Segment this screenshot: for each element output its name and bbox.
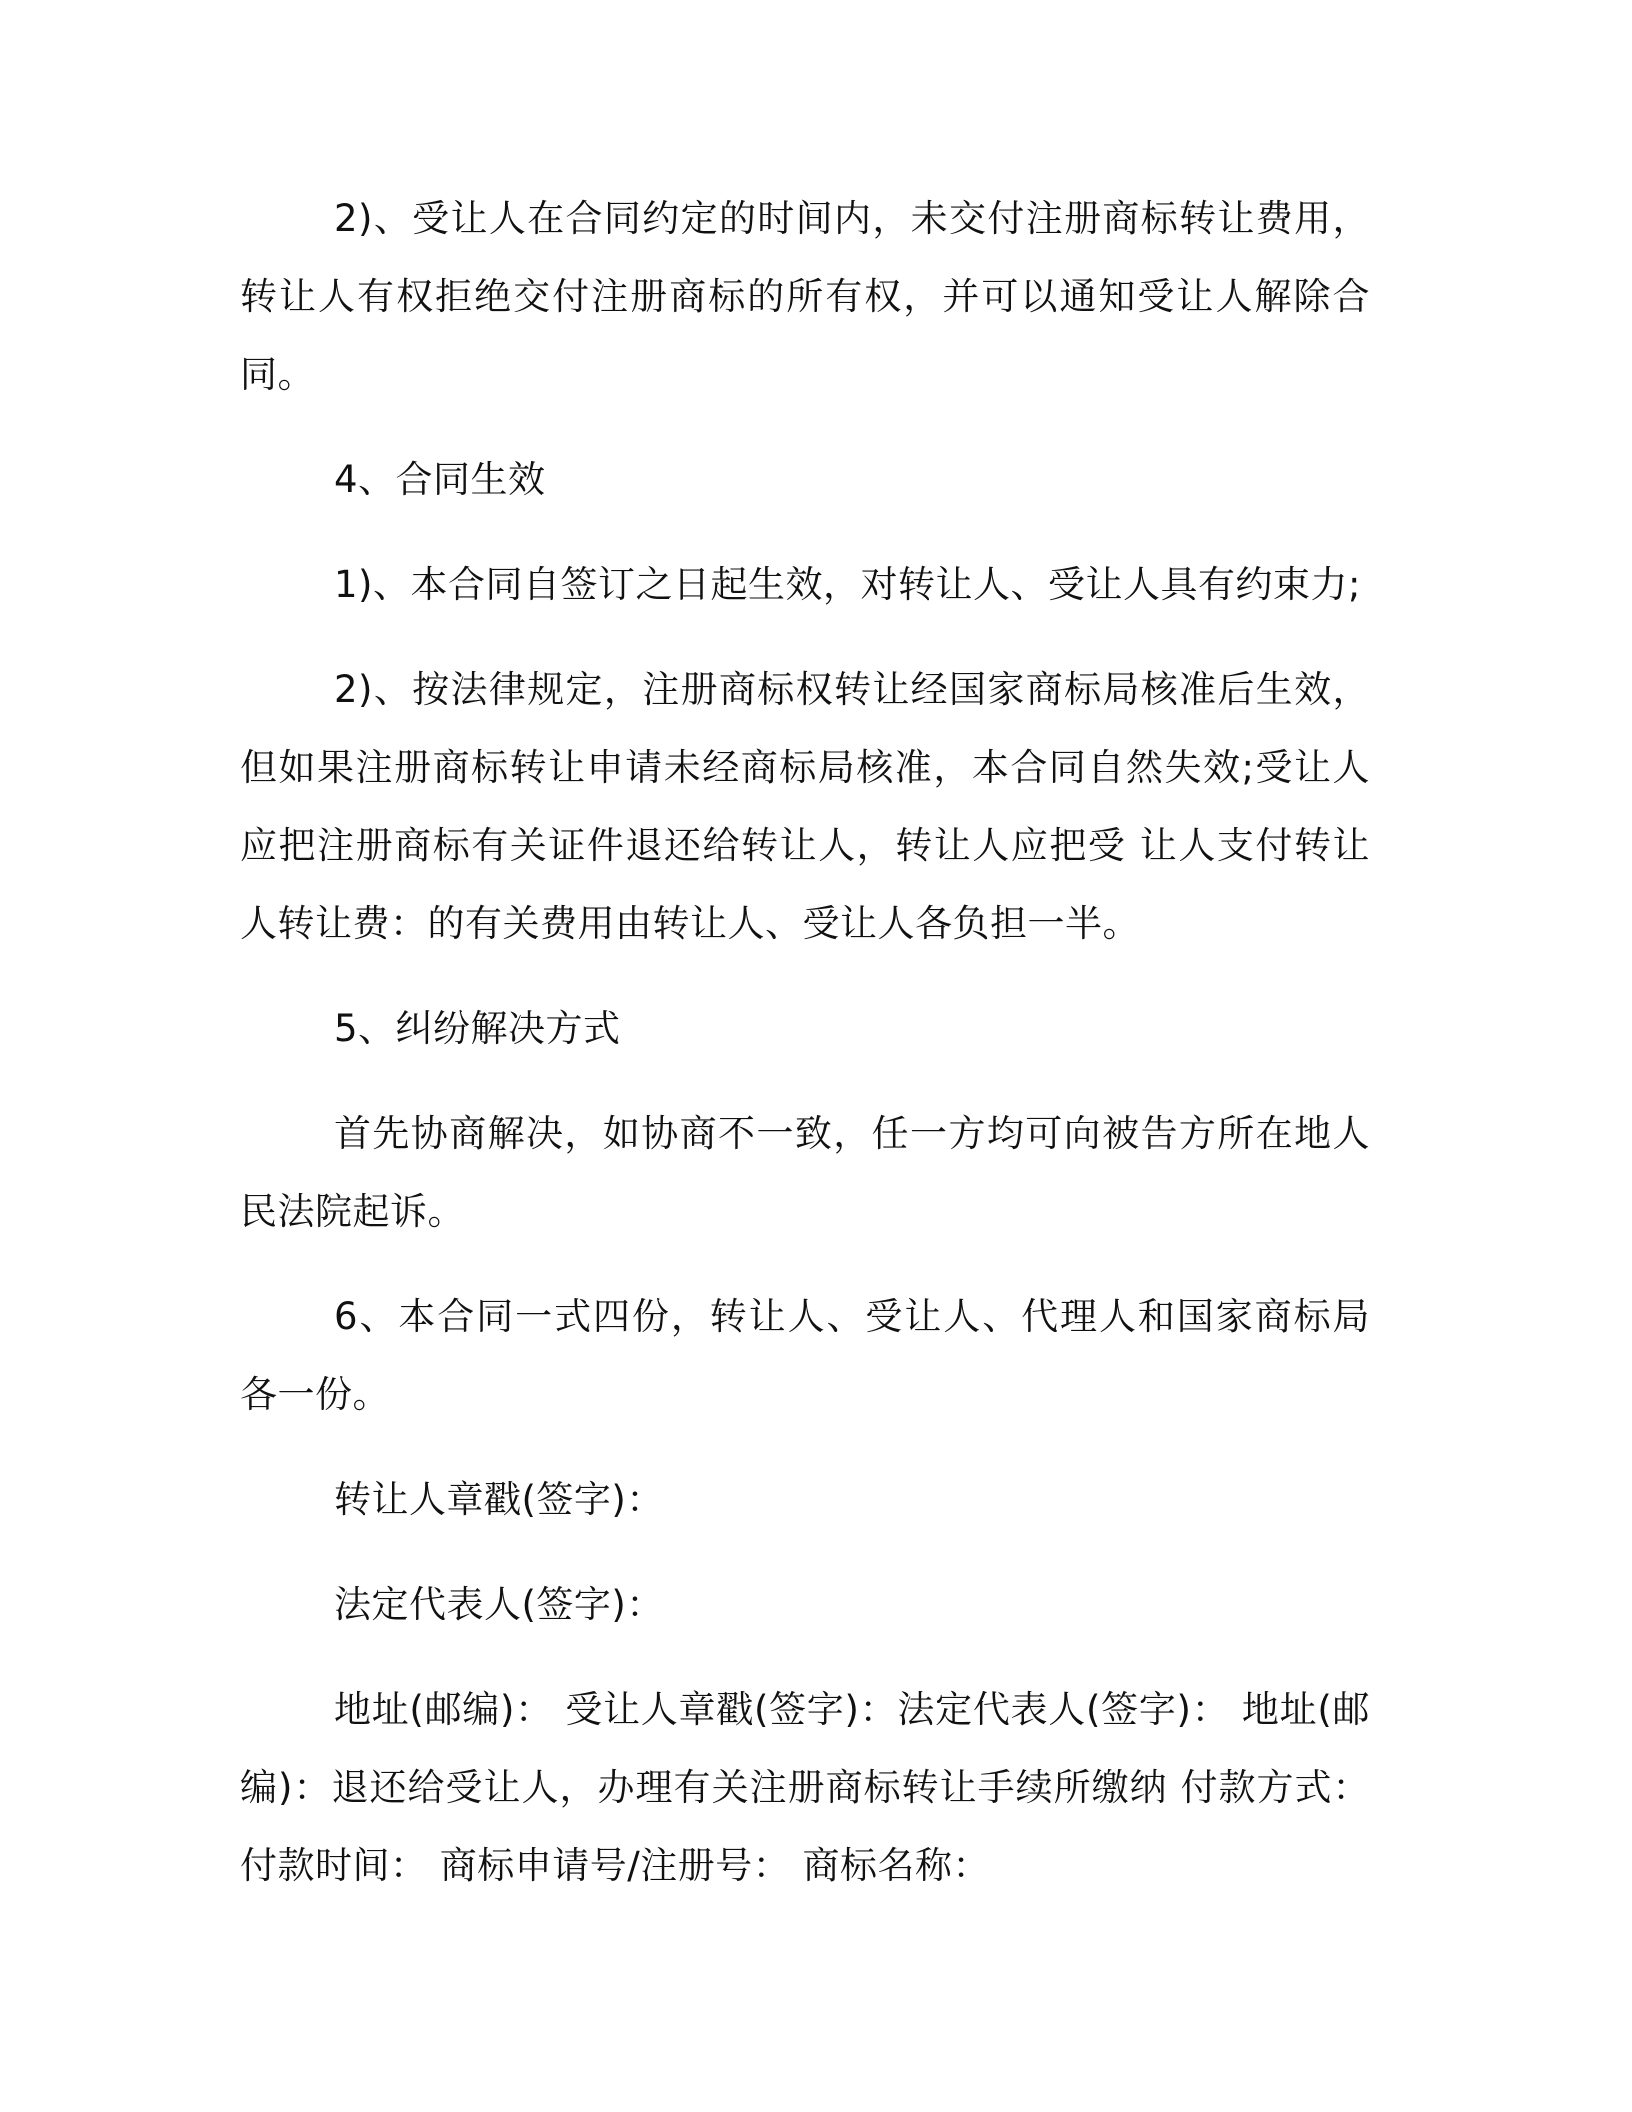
document-body bbox=[240, 180, 1370, 1932]
paragraph-dispute-resolution: 首先协商解决，如协商不一致，任一方均可向被告方所在地人民法院起诉。 bbox=[240, 1112, 1370, 1233]
signature-transferor-seal: 转让人章戳(签字)： bbox=[334, 1478, 664, 1521]
paragraph-effective-date: 1)、本合同自签订之日起生效，对转让人、受让人具有约束力; bbox=[334, 563, 1361, 606]
paragraph-approval: 2)、按法律规定，注册商标权转让经国家商标局核准后生效，但如果注册商标转让申请未经商标局核准，本合同自然失效;受让人应把注册商标有关证件退还给转让人，转让人应把受 让人支付转让人转让费：的有关费用由转让人、受让人各负担一半。 bbox=[240, 668, 1370, 945]
section-heading-dispute: 5、纠纷解决方式 bbox=[334, 1007, 621, 1050]
section-heading-effectiveness: 4、合同生效 bbox=[334, 458, 546, 501]
paragraph-address-details: 地址(邮编)： 受让人章戳(签字)：法定代表人(签字)： 地址(邮编)：退还给受让人，办理有关注册商标转让手续所缴纳 付款方式： 付款时间： 商标申请号/注册号： 商标名称： bbox=[240, 1688, 1370, 1887]
paragraph-payment-breach: 2)、受让人在合同约定的时间内，未交付注册商标转让费用，转让人有权拒绝交付注册商标的所有权，并可以通知受让人解除合同。 bbox=[240, 197, 1370, 396]
signature-legal-representative: 法定代表人(签字)： bbox=[334, 1583, 664, 1626]
paragraph-copies: 6、本合同一式四份，转让人、受让人、代理人和国家商标局各一份。 bbox=[240, 1295, 1370, 1416]
